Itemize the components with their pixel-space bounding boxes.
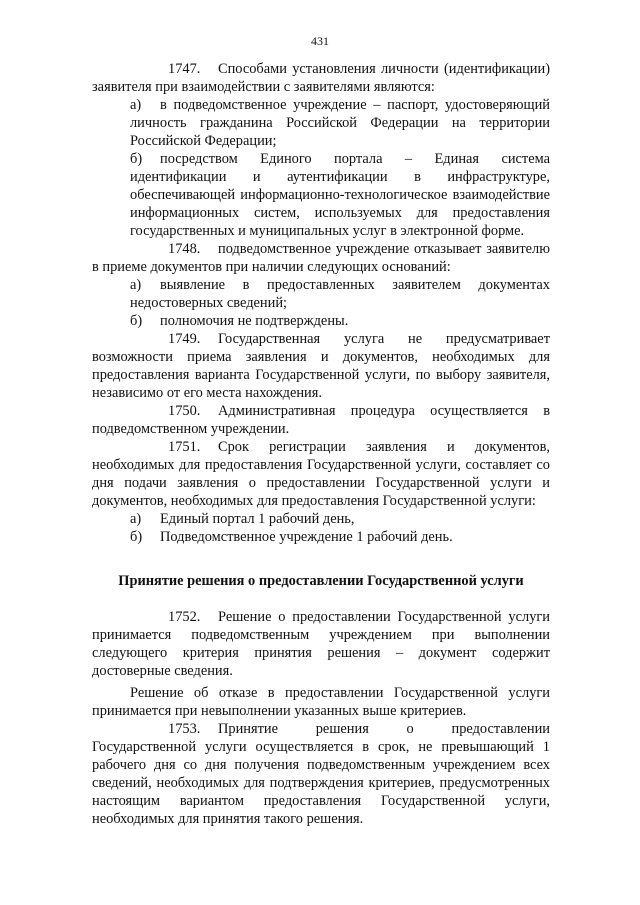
list-marker: б) (130, 529, 143, 545)
list-item-text: посредством Единого портала – Единая система идентификации и аутентификации в инфраструктуре, обеспечивающей информационно-технологическое взаимодействие информационных систем, используемых для предоставления государственных и муниципальных услуг в электронной форме. (130, 151, 550, 239)
list-item-text: Единый портал 1 рабочий день, (160, 511, 355, 527)
paragraph-1753 (92, 720, 550, 828)
paragraph-1748 (92, 240, 550, 276)
list-marker: б) (130, 313, 143, 329)
list-item-text: Подведомственное учреждение 1 рабочий день. (160, 529, 453, 545)
document-body (92, 60, 550, 828)
paragraph-1752 (92, 608, 550, 680)
list-item (92, 276, 550, 312)
paragraph-number: 1748. (168, 241, 201, 257)
list-item (92, 150, 550, 240)
list-item (92, 312, 550, 330)
list-marker: а) (130, 97, 142, 113)
paragraph-refusal: Решение об отказе в предоставлении Государственной услуги принимается при невыполнении указанных выше критериев. (92, 685, 550, 719)
paragraph-text: Решение о предоставлении Государственной услуги принимается подведомственным учреждением при выполнении следующего критерия принятия решения – документ содержит достоверные сведения. (92, 609, 550, 679)
list-item (92, 96, 550, 150)
paragraph-number: 1751. (168, 439, 201, 455)
paragraph-number: 1747. (168, 61, 201, 77)
paragraph-number: 1750. (168, 403, 201, 419)
list-marker: а) (130, 511, 142, 527)
list-item-text: полномочия не подтверждены. (160, 313, 349, 329)
paragraph-text: Принятие решения о предоставлении Государственной услуги осуществляется в срок, не превышающий 1 рабочего дня со дня получения подведомственным учреждением всех сведений, необходимых для подтверждения критериев, предусмотренных настоящим вариантом предоставления Государственной услуги, необходимых для принятия такого решения. (92, 721, 550, 827)
paragraph-number: 1753. (168, 721, 201, 737)
page-number: 431 (311, 34, 329, 48)
section-heading: Принятие решения о предоставлении Государственной услуги (118, 573, 524, 589)
paragraph-text: Способами установления личности (идентификации) заявителя при взаимодействии с заявителями являются: (92, 61, 550, 95)
paragraph-number: 1752. (168, 609, 201, 625)
list-item-text: выявление в предоставленных заявителем документах недостоверных сведений; (130, 277, 550, 311)
paragraph-1749 (92, 330, 550, 402)
paragraph-1747 (92, 60, 550, 96)
paragraph-1750 (92, 402, 550, 438)
list-item (92, 528, 550, 546)
paragraph-1751 (92, 438, 550, 510)
list-item (92, 510, 550, 528)
paragraph-text: подведомственное учреждение отказывает заявителю в приеме документов при наличии следующих оснований: (92, 241, 550, 275)
paragraph-text: Срок регистрации заявления и документов, необходимых для предоставления Государственной услуги, составляет со дня подачи заявления о предоставлении Государственной услуги и документов, необходимых для предоставления Государственной услуги: (92, 439, 550, 509)
list-item-text: в подведомственное учреждение – паспорт, удостоверяющий личность гражданина Российской Федерации на территории Российской Федерации; (130, 97, 550, 149)
list-marker: а) (130, 277, 142, 293)
list-marker: б) (130, 151, 143, 167)
paragraph-text: Административная процедура осуществляется в подведомственном учреждении. (92, 403, 550, 437)
paragraph-text: Государственная услуга не предусматривает возможности приема заявления и документов, необходимых для предоставления варианта Государственной услуги, по выбору заявителя, независимо от его места нахождения. (92, 331, 550, 401)
paragraph-number: 1749. (168, 331, 201, 347)
